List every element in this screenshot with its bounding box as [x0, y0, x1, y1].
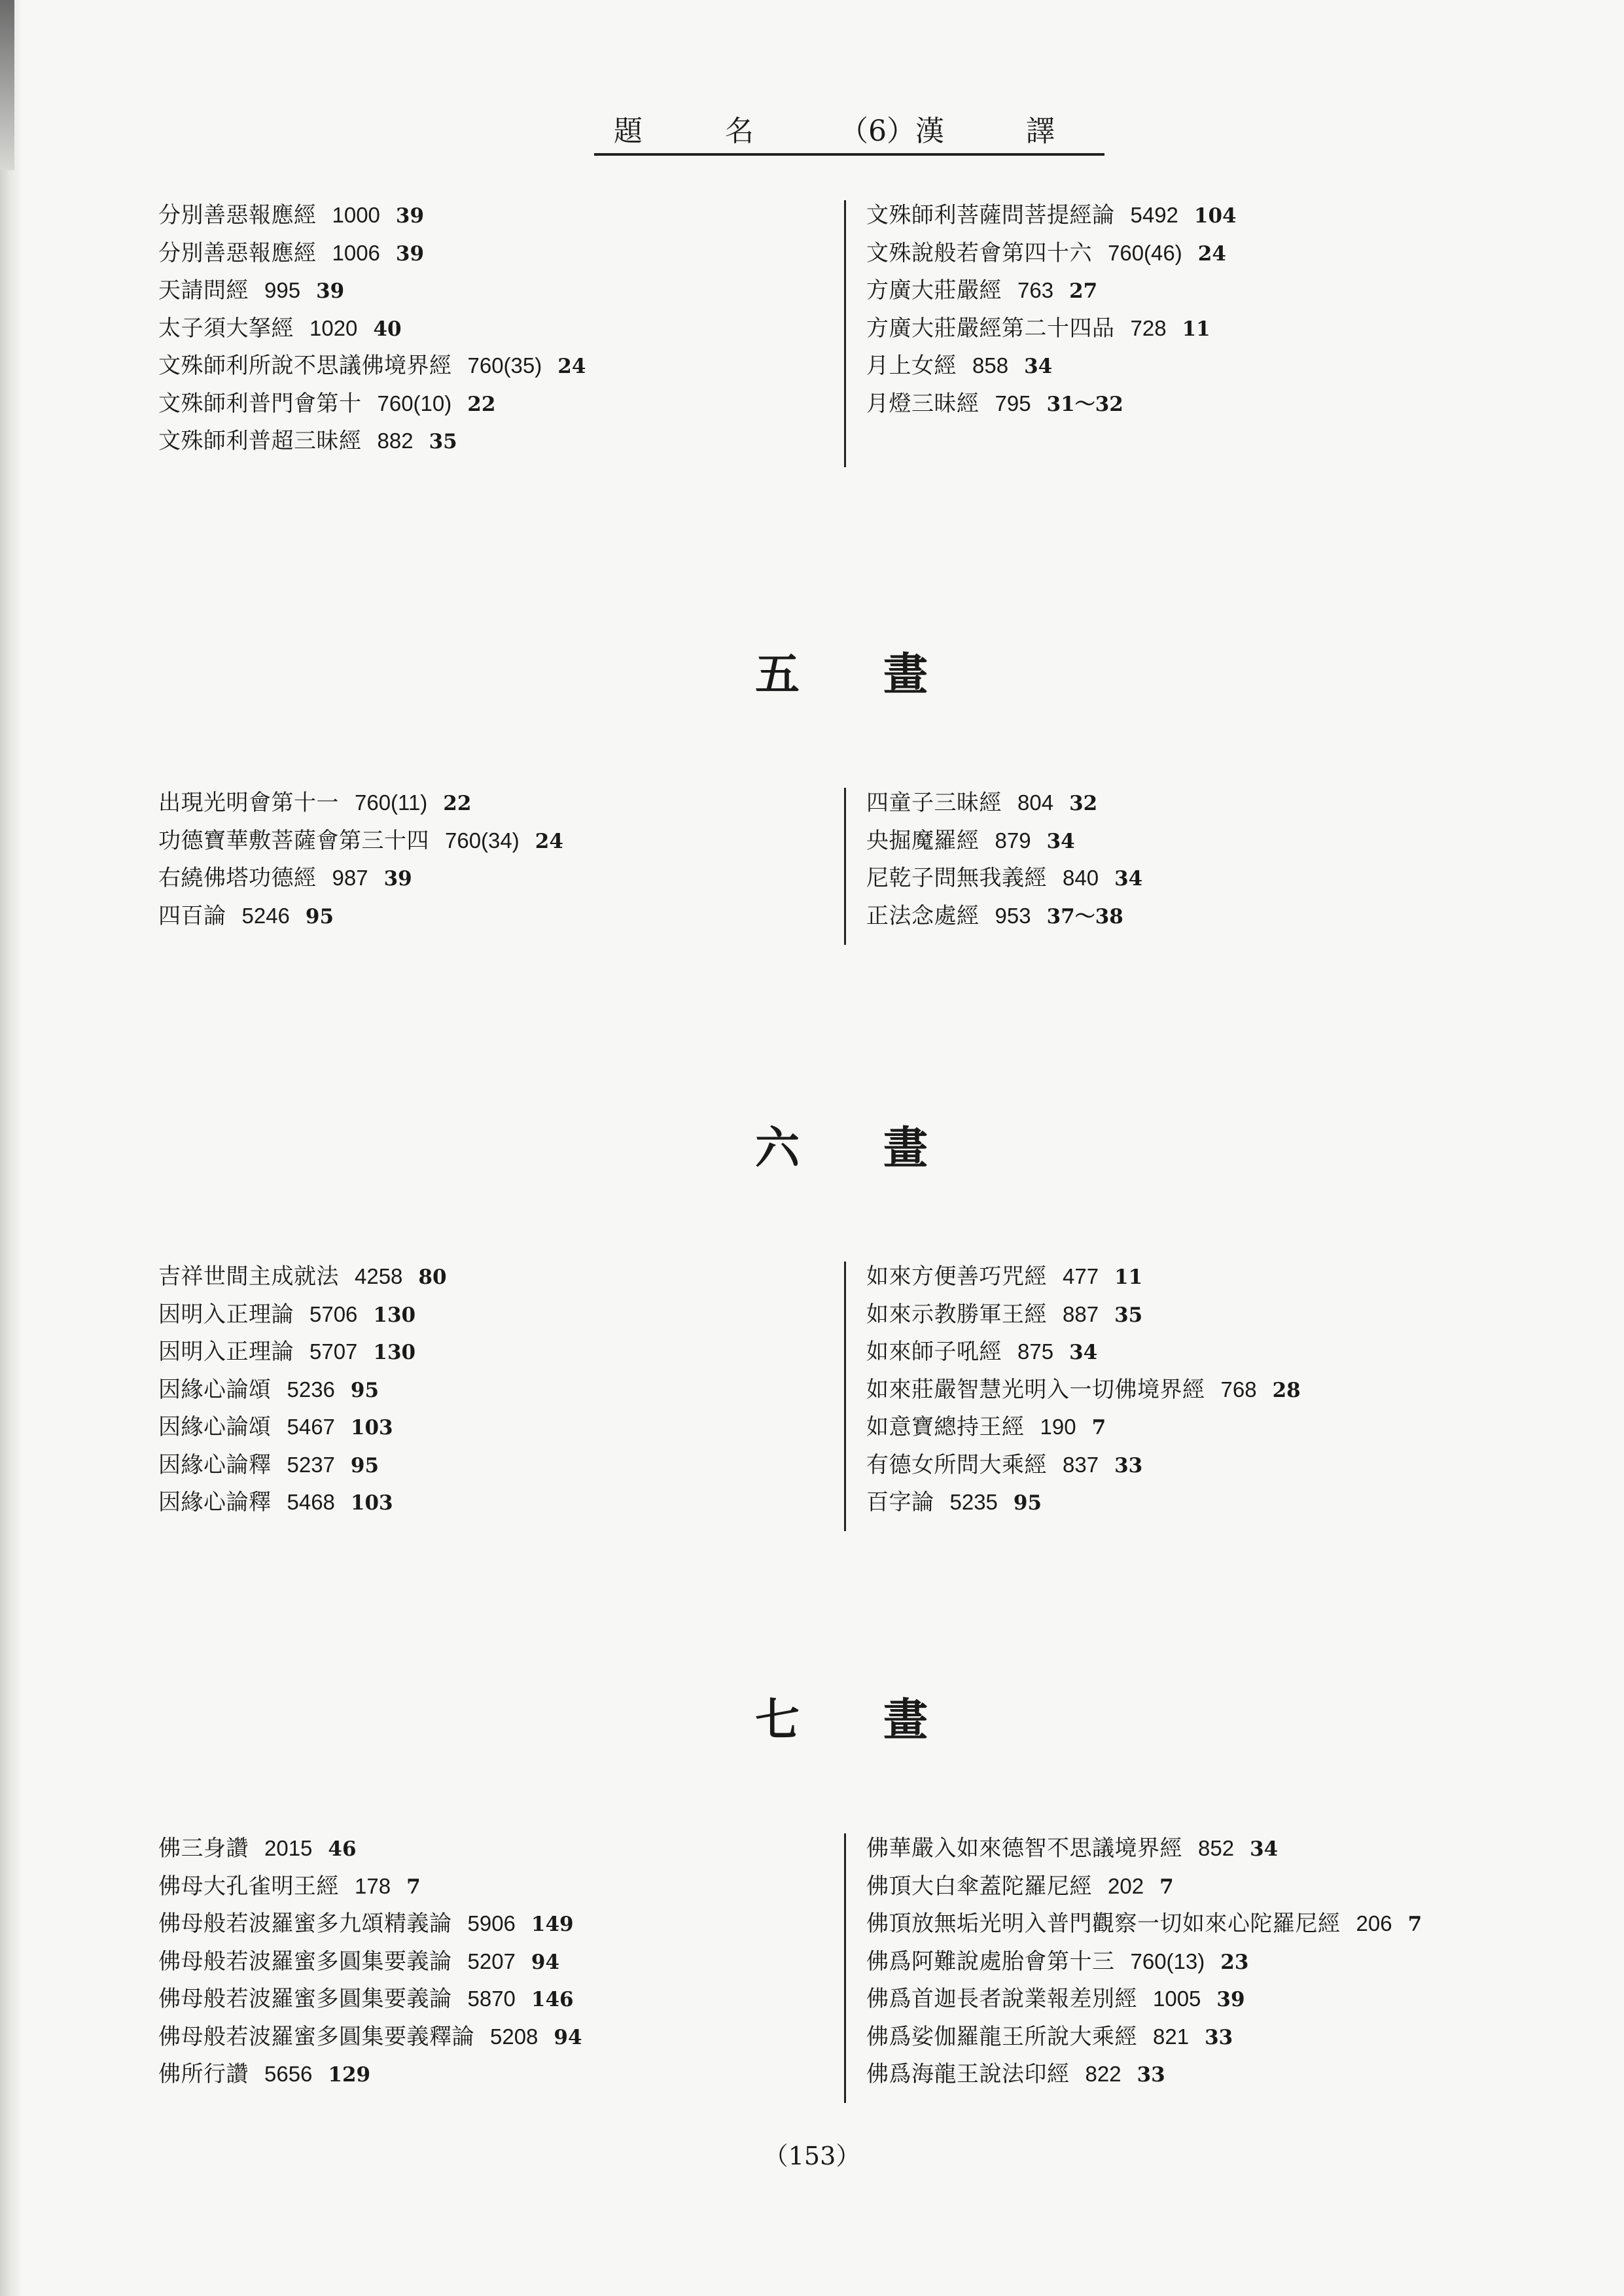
- column-divider: [844, 788, 846, 945]
- entry-list-left: [158, 1829, 582, 2093]
- list-item: 因緣心論頌 5467 103: [158, 1414, 393, 1440]
- list-item: 文殊師利普門會第十 760(10) 22: [158, 390, 496, 417]
- list-item: 方廣大莊嚴經第二十四品 728 11: [866, 315, 1210, 342]
- section-heading-six: [0, 1119, 1624, 1178]
- page-number: （153）: [763, 2142, 861, 2170]
- running-header: [594, 110, 1104, 156]
- heading-number: 七: [755, 1694, 800, 1746]
- list-item: 月上女經 858 34: [866, 353, 1053, 379]
- entry-list-right: [866, 1829, 1422, 2093]
- list-item: 佛母般若波羅蜜多圓集要義論 5870 146: [158, 1986, 574, 2012]
- list-item: 正法念處經 953 37～38: [866, 902, 1123, 929]
- list-item: 如來師子吼經 875 34: [866, 1339, 1098, 1365]
- list-item: 因明入正理論 5706 130: [158, 1301, 416, 1328]
- column-divider: [844, 200, 846, 467]
- list-item: 央掘魔羅經 879 34: [866, 827, 1075, 854]
- header-word-3: （6）漢: [839, 115, 944, 148]
- heading-strokes-label: 畫: [883, 1122, 928, 1174]
- entry-list-right: [866, 196, 1237, 422]
- entry-list-right: [866, 1258, 1301, 1521]
- list-item: 因緣心論釋 5237 95: [158, 1451, 380, 1478]
- list-item: 文殊師利所說不思議佛境界經 760(35) 24: [158, 353, 586, 379]
- list-item: 文殊師利菩薩問菩提經論 5492 104: [866, 202, 1237, 228]
- list-item: 佛三身讚 2015 46: [158, 1835, 357, 1862]
- list-item: 佛母大孔雀明王經 178 7: [158, 1873, 421, 1899]
- list-item: 右繞佛塔功德經 987 39: [158, 865, 412, 891]
- list-item: 功德寶華敷菩薩會第三十四 760(34) 24: [158, 827, 563, 854]
- list-item: 如來方便善巧咒經 477 11: [866, 1263, 1143, 1290]
- header-word-2: 名: [725, 115, 754, 148]
- entry-list-left: [158, 784, 563, 934]
- section-heading-five: [0, 645, 1624, 704]
- heading-strokes-label: 畫: [883, 648, 928, 701]
- list-item: 佛所行讚 5656 129: [158, 2061, 371, 2087]
- column-divider: [844, 1262, 846, 1531]
- entry-list-right: [866, 784, 1142, 934]
- list-item: 因緣心論頌 5236 95: [158, 1376, 380, 1403]
- list-item: 佛爲首迦長者說業報差別經 1005 39: [866, 1986, 1245, 2012]
- list-item: 佛華嚴入如來德智不思議境界經 852 34: [866, 1835, 1279, 1862]
- list-item: 佛頂大白傘蓋陀羅尼經 202 7: [866, 1873, 1174, 1899]
- heading-strokes-label: 畫: [883, 1694, 928, 1746]
- list-item: 如意寶總持王經 190 7: [866, 1414, 1106, 1440]
- list-item: 佛爲阿難說處胎會第十三 760(13) 23: [866, 1948, 1249, 1975]
- entry-list-left: [158, 196, 586, 460]
- list-item: 如來示教勝軍王經 887 35: [866, 1301, 1143, 1328]
- list-item: 因明入正理論 5707 130: [158, 1339, 416, 1365]
- list-item: 尼乾子問無我義經 840 34: [866, 865, 1143, 891]
- list-item: 文殊說般若會第四十六 760(46) 24: [866, 239, 1226, 266]
- list-item: 四童子三昧經 804 32: [866, 790, 1098, 816]
- section-heading-seven: [0, 1691, 1624, 1750]
- header-word-1: 題: [614, 115, 643, 148]
- column-divider: [844, 1833, 846, 2103]
- list-item: 因緣心論釋 5468 103: [158, 1489, 393, 1515]
- heading-number: 六: [755, 1122, 800, 1174]
- list-item: 有德女所問大乘經 837 33: [866, 1451, 1143, 1478]
- entry-list-left: [158, 1258, 447, 1521]
- list-item: 百字論 5235 95: [866, 1489, 1042, 1515]
- list-item: 佛母般若波羅蜜多圓集要義論 5207 94: [158, 1948, 560, 1975]
- list-item: 文殊師利普超三昧經 882 35: [158, 428, 457, 454]
- header-word-4: 譯: [1026, 115, 1055, 148]
- list-item: 四百論 5246 95: [158, 902, 334, 929]
- list-item: 佛母般若波羅蜜多九頌精義論 5906 149: [158, 1911, 574, 1937]
- list-item: 分別善惡報應經 1006 39: [158, 239, 425, 266]
- list-item: 方廣大莊嚴經 763 27: [866, 277, 1098, 304]
- list-item: 佛母般若波羅蜜多圓集要義釋論 5208 94: [158, 2023, 582, 2050]
- list-item: 佛頂放無垢光明入普門觀察一切如來心陀羅尼經 206 7: [866, 1911, 1422, 1937]
- list-item: 分別善惡報應經 1000 39: [158, 202, 425, 228]
- list-item: 佛爲海龍王說法印經 822 33: [866, 2061, 1165, 2087]
- heading-number: 五: [755, 648, 800, 701]
- list-item: 如來莊嚴智慧光明入一切佛境界經 768 28: [866, 1376, 1301, 1403]
- list-item: 天請問經 995 39: [158, 277, 345, 304]
- list-item: 佛爲娑伽羅龍王所說大乘經 821 33: [866, 2023, 1233, 2050]
- list-item: 吉祥世間主成就法 4258 80: [158, 1263, 447, 1290]
- list-item: 月燈三昧經 795 31～32: [866, 390, 1123, 417]
- list-item: 出現光明會第十一 760(11) 22: [158, 790, 472, 816]
- list-item: 太子須大拏經 1020 40: [158, 315, 402, 342]
